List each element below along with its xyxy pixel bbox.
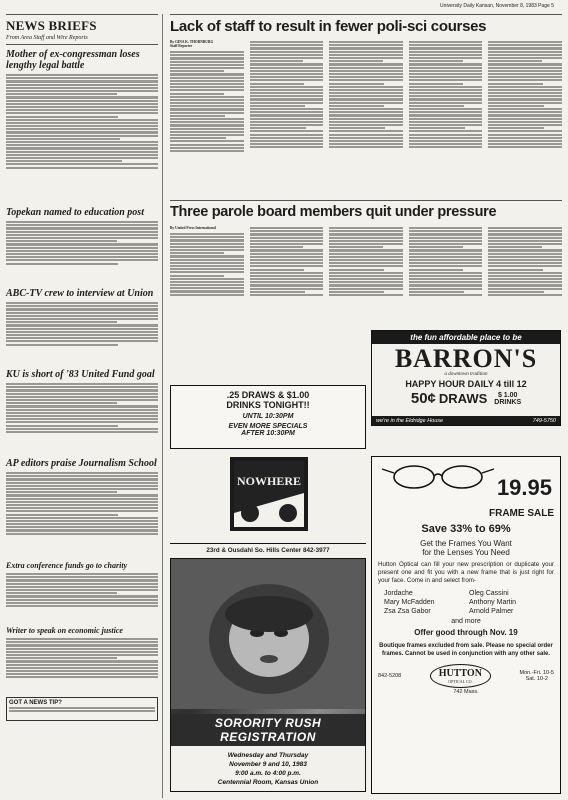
sorority-time: 9:00 a.m. to 4:00 p.m.: [235, 770, 301, 777]
brief-body: [6, 471, 158, 557]
drinks-ad: [170, 385, 366, 449]
hutton-hours-2: Sat. 10-2: [525, 676, 548, 682]
hutton-address: 742 Mass.: [453, 689, 479, 695]
news-briefs-title: NEWS BRIEFS: [6, 18, 97, 33]
brand-item: Anthony Martin: [469, 599, 517, 606]
brief-body: [6, 637, 158, 693]
brief-body: [6, 572, 158, 622]
barrons-draws: DRAWS: [438, 391, 488, 406]
brand-item: Arnold Palmer: [469, 608, 514, 615]
brief-body: [6, 220, 158, 284]
nowhere-logo: [170, 453, 366, 535]
hutton-offer: Offer good through Nov. 19: [414, 628, 518, 637]
nowhere-logo-text: NOWHERE: [236, 474, 302, 488]
sorority-rush-ad: [170, 558, 366, 792]
story-column: [250, 40, 324, 190]
story-column: [170, 232, 244, 322]
brief-headline: Writer to speak on economic justice: [6, 626, 123, 635]
barrons-name: BARRON'S: [394, 344, 538, 373]
hutton-logo: [430, 664, 491, 688]
story-column: [409, 226, 483, 322]
brand-item: Oleg Cassini: [469, 590, 509, 597]
barrons-ad: [371, 330, 561, 426]
sorority-line-1: SORORITY RUSH: [214, 716, 322, 730]
hutton-optical-ad: [371, 456, 561, 794]
page-folio: University Daily Kansan, November 8, 1983 Page 5: [440, 3, 554, 9]
news-tip-body: [9, 706, 155, 718]
second-story-byline: By United Press International: [170, 226, 216, 230]
barrons-phone: 749-5750: [532, 417, 556, 424]
hutton-price: 19.95: [496, 475, 552, 500]
top-story-byline: By GINA K. THORNBURG Staff Reporter: [170, 40, 214, 48]
brief-body: [6, 382, 158, 454]
hutton-get-2: for the Lenses You Need: [422, 548, 510, 557]
barrons-tagline: a downtown tradition: [444, 372, 488, 377]
brief-headline: ABC-TV crew to interview at Union: [6, 288, 154, 299]
drinks-line-4: EVEN MORE SPECIALS: [228, 423, 308, 430]
story-column: [170, 50, 244, 190]
hutton-boutique: Boutique frames excluded from sale. Please no special order frames. Cannot be used in conjunction with any other sale.: [379, 643, 553, 657]
hutton-and-more: and more: [451, 618, 481, 625]
second-story: [170, 200, 562, 330]
sorority-photo: [171, 559, 366, 709]
hutton-logo-sub: OPTICAL CO.: [448, 679, 473, 684]
drinks-line-1: .25 DRAWS & $1.00: [226, 390, 310, 400]
hutton-body: Hutton Optical can fill your new prescription or duplicate your present one and fit you with a new frame that is just right for your face. Come in and select from-: [378, 561, 554, 584]
news-briefs-subtitle: From Area Staff and Wire Reports: [6, 35, 88, 41]
barrons-drinks: DRINKS: [494, 398, 522, 406]
barrons-happy-hour: HAPPY HOUR DAILY 4 till 12: [405, 379, 527, 389]
hutton-phone: 842-5208: [378, 673, 402, 679]
barrons-price: 50¢: [410, 390, 436, 407]
barrons-dollar: $ 1.00: [497, 391, 518, 399]
story-column: [409, 40, 483, 190]
nowhere-address: 23rd & Ousdahl So. Hills Center 842-3977: [170, 543, 366, 553]
hutton-hours-1: Mon.-Fri. 10-5: [519, 670, 554, 676]
hutton-get-1: Get the Frames You Want: [420, 539, 512, 548]
story-column: [329, 226, 403, 322]
drinks-line-5: AFTER 10:30PM: [241, 430, 295, 437]
brand-item: Mary McFadden: [384, 599, 435, 606]
brief-headline: Mother of ex-congressman loses lengthy legal battle: [6, 49, 140, 71]
barrons-footer: we're in the Eldridge House: [376, 417, 444, 424]
brief-headline: Topekan named to education post: [6, 207, 144, 218]
top-story: [170, 14, 562, 196]
sorority-place: Centennial Room, Kansas Union: [217, 779, 319, 786]
hutton-brands: [378, 590, 554, 615]
barrons-banner: the fun affordable place to be: [372, 331, 560, 344]
news-briefs-column: [6, 14, 163, 798]
sorority-date-2: November 9 and 10, 1983: [229, 761, 307, 768]
story-column: [250, 226, 324, 322]
brand-item: Jordache: [384, 590, 413, 597]
story-column: [488, 40, 562, 190]
hutton-save: Save 33% to 69%: [421, 523, 511, 535]
brand-item: Zsa Zsa Gabor: [384, 608, 431, 615]
brief-body: [6, 73, 158, 203]
top-story-headline: Lack of staff to result in fewer poli-sci courses: [170, 18, 487, 35]
hutton-logo-text: HUTTON: [438, 668, 482, 679]
nowhere-ad: [170, 453, 366, 553]
hutton-frame-sale: FRAME SALE: [489, 508, 554, 519]
news-tip-box: [6, 697, 158, 721]
brief-headline: AP editors praise Journalism School: [6, 458, 157, 469]
second-story-headline: Three parole board members quit under pressure: [170, 204, 497, 220]
brief-headline: KU is short of '83 United Fund goal: [6, 369, 155, 380]
brief-headline: Extra conference funds go to charity: [6, 561, 128, 570]
story-column: [329, 40, 403, 190]
story-column: [488, 226, 562, 322]
news-tip-title: GOT A NEWS TIP?: [9, 700, 62, 706]
drinks-line-2: DRINKS TONIGHT!!: [226, 400, 310, 410]
sorority-date-1: Wednesday and Thursday: [227, 752, 309, 759]
brief-body: [6, 301, 158, 365]
drinks-line-3: UNTIL 10:30PM: [242, 413, 294, 420]
sorority-line-2: REGISTRATION: [220, 730, 316, 744]
